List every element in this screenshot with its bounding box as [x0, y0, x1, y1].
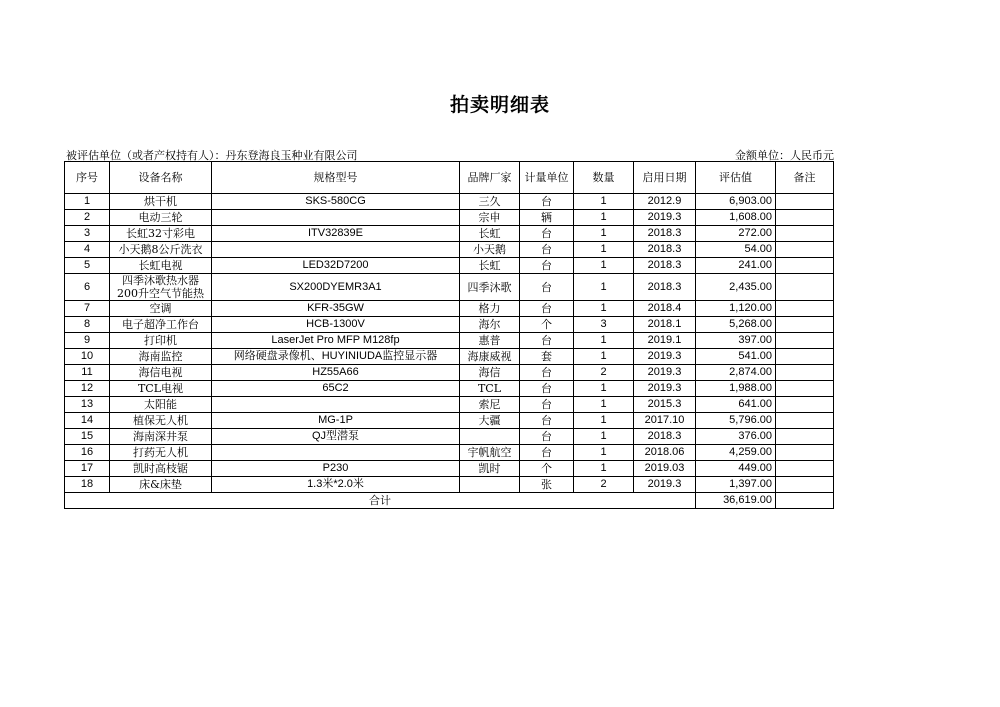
cell-appraised-value: 241.00 — [696, 258, 776, 274]
cell-note — [776, 445, 834, 461]
cell-qty: 1 — [574, 349, 634, 365]
cell-equipment-name: 空调 — [110, 301, 212, 317]
cell-equipment-name: 打印机 — [110, 333, 212, 349]
cell-qty: 1 — [574, 242, 634, 258]
cell-appraised-value: 5,796.00 — [696, 413, 776, 429]
cell-unit: 台 — [520, 397, 574, 413]
cell-no: 4 — [65, 242, 110, 258]
cell-no: 2 — [65, 210, 110, 226]
cell-unit: 台 — [520, 381, 574, 397]
cell-equipment-name: 床&床垫 — [110, 477, 212, 493]
cell-note — [776, 274, 834, 301]
cell-no: 15 — [65, 429, 110, 445]
table-row — [65, 461, 834, 477]
cell-equipment-name: 电子超净工作台 — [110, 317, 212, 333]
cell-note — [776, 226, 834, 242]
cell-unit: 个 — [520, 461, 574, 477]
total-value: 36,619.00 — [696, 493, 776, 509]
cell-equipment-name: 打药无人机 — [110, 445, 212, 461]
cell-unit: 台 — [520, 445, 574, 461]
cell-brand: 四季沐歌 — [460, 274, 520, 301]
cell-note — [776, 242, 834, 258]
cell-start-date: 2019.3 — [634, 381, 696, 397]
cell-appraised-value: 272.00 — [696, 226, 776, 242]
cell-model: P230 — [212, 461, 460, 477]
table-row — [65, 477, 834, 493]
cell-start-date: 2012.9 — [634, 194, 696, 210]
appraised-unit-label: 被评估单位（或者产权持有人）：丹东登海良玉种业有限公司 — [66, 149, 358, 162]
table-row — [65, 194, 834, 210]
cell-appraised-value: 541.00 — [696, 349, 776, 365]
cell-qty: 1 — [574, 445, 634, 461]
cell-equipment-name: TCL电视 — [110, 381, 212, 397]
col-header-unit: 计量单位 — [520, 162, 574, 194]
cell-unit: 套 — [520, 349, 574, 365]
cell-equipment-name: 小天鹅8公斤洗衣 — [110, 242, 212, 258]
cell-no: 14 — [65, 413, 110, 429]
cell-unit: 台 — [520, 242, 574, 258]
cell-model: QJ型潜泵 — [212, 429, 460, 445]
cell-unit: 台 — [520, 413, 574, 429]
col-header-value: 评估值 — [696, 162, 776, 194]
cell-note — [776, 317, 834, 333]
cell-brand: 凯时 — [460, 461, 520, 477]
cell-qty: 1 — [574, 429, 634, 445]
cell-brand — [460, 477, 520, 493]
cell-model: HCB-1300V — [212, 317, 460, 333]
cell-start-date: 2018.3 — [634, 274, 696, 301]
cell-model: MG-1P — [212, 413, 460, 429]
table-row — [65, 258, 834, 274]
table-row — [65, 210, 834, 226]
cell-unit: 台 — [520, 365, 574, 381]
cell-qty: 1 — [574, 461, 634, 477]
col-header-qty: 数量 — [574, 162, 634, 194]
cell-qty: 2 — [574, 365, 634, 381]
cell-start-date: 2018.3 — [634, 258, 696, 274]
cell-note — [776, 461, 834, 477]
col-header-model: 规格型号 — [212, 162, 460, 194]
cell-note — [776, 258, 834, 274]
col-header-no: 序号 — [65, 162, 110, 194]
cell-equipment-name: 四季沐歌热水器200升空气节能热 — [110, 274, 212, 301]
cell-note — [776, 477, 834, 493]
cell-unit: 辆 — [520, 210, 574, 226]
cell-unit: 台 — [520, 333, 574, 349]
cell-no: 9 — [65, 333, 110, 349]
cell-model: LED32D7200 — [212, 258, 460, 274]
cell-start-date: 2017.10 — [634, 413, 696, 429]
cell-brand: 宗申 — [460, 210, 520, 226]
cell-note — [776, 301, 834, 317]
cell-unit: 台 — [520, 274, 574, 301]
cell-appraised-value: 641.00 — [696, 397, 776, 413]
total-label: 合计 — [65, 493, 696, 509]
cell-model: 65C2 — [212, 381, 460, 397]
cell-appraised-value: 397.00 — [696, 333, 776, 349]
table-row — [65, 242, 834, 258]
cell-equipment-name: 凯时高枝锯 — [110, 461, 212, 477]
cell-equipment-name: 海南监控 — [110, 349, 212, 365]
cell-unit: 台 — [520, 301, 574, 317]
table-row — [65, 301, 834, 317]
cell-qty: 1 — [574, 381, 634, 397]
col-header-name: 设备名称 — [110, 162, 212, 194]
cell-model: 1.3米*2.0米 — [212, 477, 460, 493]
cell-qty: 1 — [574, 210, 634, 226]
cell-no: 10 — [65, 349, 110, 365]
cell-start-date: 2019.03 — [634, 461, 696, 477]
cell-unit: 台 — [520, 226, 574, 242]
cell-no: 18 — [65, 477, 110, 493]
cell-appraised-value: 1,120.00 — [696, 301, 776, 317]
cell-start-date: 2018.4 — [634, 301, 696, 317]
cell-brand: 索尼 — [460, 397, 520, 413]
table-row — [65, 381, 834, 397]
cell-no: 11 — [65, 365, 110, 381]
cell-qty: 1 — [574, 194, 634, 210]
cell-unit: 台 — [520, 429, 574, 445]
table-row — [65, 365, 834, 381]
cell-appraised-value: 4,259.00 — [696, 445, 776, 461]
cell-model — [212, 242, 460, 258]
cell-qty: 1 — [574, 413, 634, 429]
cell-no: 1 — [65, 194, 110, 210]
total-note — [776, 493, 834, 509]
cell-appraised-value: 449.00 — [696, 461, 776, 477]
cell-no: 13 — [65, 397, 110, 413]
cell-start-date: 2018.3 — [634, 242, 696, 258]
cell-qty: 1 — [574, 301, 634, 317]
cell-qty: 1 — [574, 274, 634, 301]
cell-model — [212, 210, 460, 226]
total-row — [65, 493, 834, 509]
cell-brand: 大疆 — [460, 413, 520, 429]
cell-qty: 1 — [574, 226, 634, 242]
cell-start-date: 2019.3 — [634, 365, 696, 381]
cell-qty: 1 — [574, 258, 634, 274]
cell-brand: 三久 — [460, 194, 520, 210]
cell-note — [776, 210, 834, 226]
cell-no: 16 — [65, 445, 110, 461]
cell-equipment-name: 电动三轮 — [110, 210, 212, 226]
cell-appraised-value: 376.00 — [696, 429, 776, 445]
cell-equipment-name: 海信电视 — [110, 365, 212, 381]
cell-appraised-value: 2,874.00 — [696, 365, 776, 381]
table-row — [65, 333, 834, 349]
cell-start-date: 2018.1 — [634, 317, 696, 333]
col-header-note: 备注 — [776, 162, 834, 194]
cell-appraised-value: 5,268.00 — [696, 317, 776, 333]
cell-model — [212, 397, 460, 413]
cell-note — [776, 381, 834, 397]
table-row — [65, 445, 834, 461]
cell-note — [776, 349, 834, 365]
cell-appraised-value: 2,435.00 — [696, 274, 776, 301]
cell-appraised-value: 54.00 — [696, 242, 776, 258]
cell-brand: 格力 — [460, 301, 520, 317]
currency-unit-label: 金额单位：人民币元 — [735, 149, 834, 162]
cell-unit: 台 — [520, 258, 574, 274]
cell-brand: 小天鹅 — [460, 242, 520, 258]
cell-qty: 1 — [574, 333, 634, 349]
table-row — [65, 349, 834, 365]
table-row — [65, 429, 834, 445]
cell-brand: 长虹 — [460, 226, 520, 242]
cell-unit: 台 — [520, 194, 574, 210]
cell-no: 12 — [65, 381, 110, 397]
table-row — [65, 413, 834, 429]
cell-equipment-name: 植保无人机 — [110, 413, 212, 429]
page-title: 拍卖明细表 — [449, 94, 550, 116]
cell-appraised-value: 1,397.00 — [696, 477, 776, 493]
cell-no: 17 — [65, 461, 110, 477]
cell-qty: 2 — [574, 477, 634, 493]
cell-no: 3 — [65, 226, 110, 242]
cell-note — [776, 365, 834, 381]
cell-brand: 海尔 — [460, 317, 520, 333]
table-row — [65, 397, 834, 413]
cell-qty: 1 — [574, 397, 634, 413]
auction-detail-table — [64, 161, 834, 509]
cell-note — [776, 397, 834, 413]
cell-note — [776, 333, 834, 349]
cell-brand: 海康威视 — [460, 349, 520, 365]
cell-brand: 惠普 — [460, 333, 520, 349]
cell-start-date: 2019.3 — [634, 349, 696, 365]
table-row — [65, 226, 834, 242]
cell-model: 网络硬盘录像机、HUYINIUDA监控显示器 — [212, 349, 460, 365]
table-row — [65, 317, 834, 333]
cell-start-date: 2018.06 — [634, 445, 696, 461]
cell-no: 5 — [65, 258, 110, 274]
cell-brand: 长虹 — [460, 258, 520, 274]
cell-unit: 张 — [520, 477, 574, 493]
cell-start-date: 2019.1 — [634, 333, 696, 349]
cell-note — [776, 194, 834, 210]
table-header-row — [65, 162, 834, 194]
cell-brand: 海信 — [460, 365, 520, 381]
cell-brand: 宇帆航空 — [460, 445, 520, 461]
cell-model: ITV32839E — [212, 226, 460, 242]
cell-equipment-name: 长虹电视 — [110, 258, 212, 274]
cell-start-date: 2019.3 — [634, 477, 696, 493]
cell-equipment-name: 海南深井泵 — [110, 429, 212, 445]
cell-appraised-value: 6,903.00 — [696, 194, 776, 210]
table-row — [65, 274, 834, 301]
cell-appraised-value: 1,988.00 — [696, 381, 776, 397]
cell-note — [776, 429, 834, 445]
cell-brand — [460, 429, 520, 445]
cell-unit: 个 — [520, 317, 574, 333]
cell-model: KFR-35GW — [212, 301, 460, 317]
cell-note — [776, 413, 834, 429]
col-header-brand: 品牌厂家 — [460, 162, 520, 194]
cell-no: 6 — [65, 274, 110, 301]
cell-equipment-name: 太阳能 — [110, 397, 212, 413]
cell-no: 8 — [65, 317, 110, 333]
cell-brand: TCL — [460, 381, 520, 397]
col-header-date: 启用日期 — [634, 162, 696, 194]
cell-no: 7 — [65, 301, 110, 317]
cell-start-date: 2018.3 — [634, 226, 696, 242]
cell-start-date: 2018.3 — [634, 429, 696, 445]
cell-start-date: 2015.3 — [634, 397, 696, 413]
cell-appraised-value: 1,608.00 — [696, 210, 776, 226]
cell-model: SKS-580CG — [212, 194, 460, 210]
cell-model: LaserJet Pro MFP M128fp — [212, 333, 460, 349]
cell-equipment-name: 长虹32寸彩电 — [110, 226, 212, 242]
cell-model — [212, 445, 460, 461]
cell-start-date: 2019.3 — [634, 210, 696, 226]
cell-equipment-name: 烘干机 — [110, 194, 212, 210]
cell-model: SX200DYEMR3A1 — [212, 274, 460, 301]
cell-model: HZ55A66 — [212, 365, 460, 381]
cell-qty: 3 — [574, 317, 634, 333]
